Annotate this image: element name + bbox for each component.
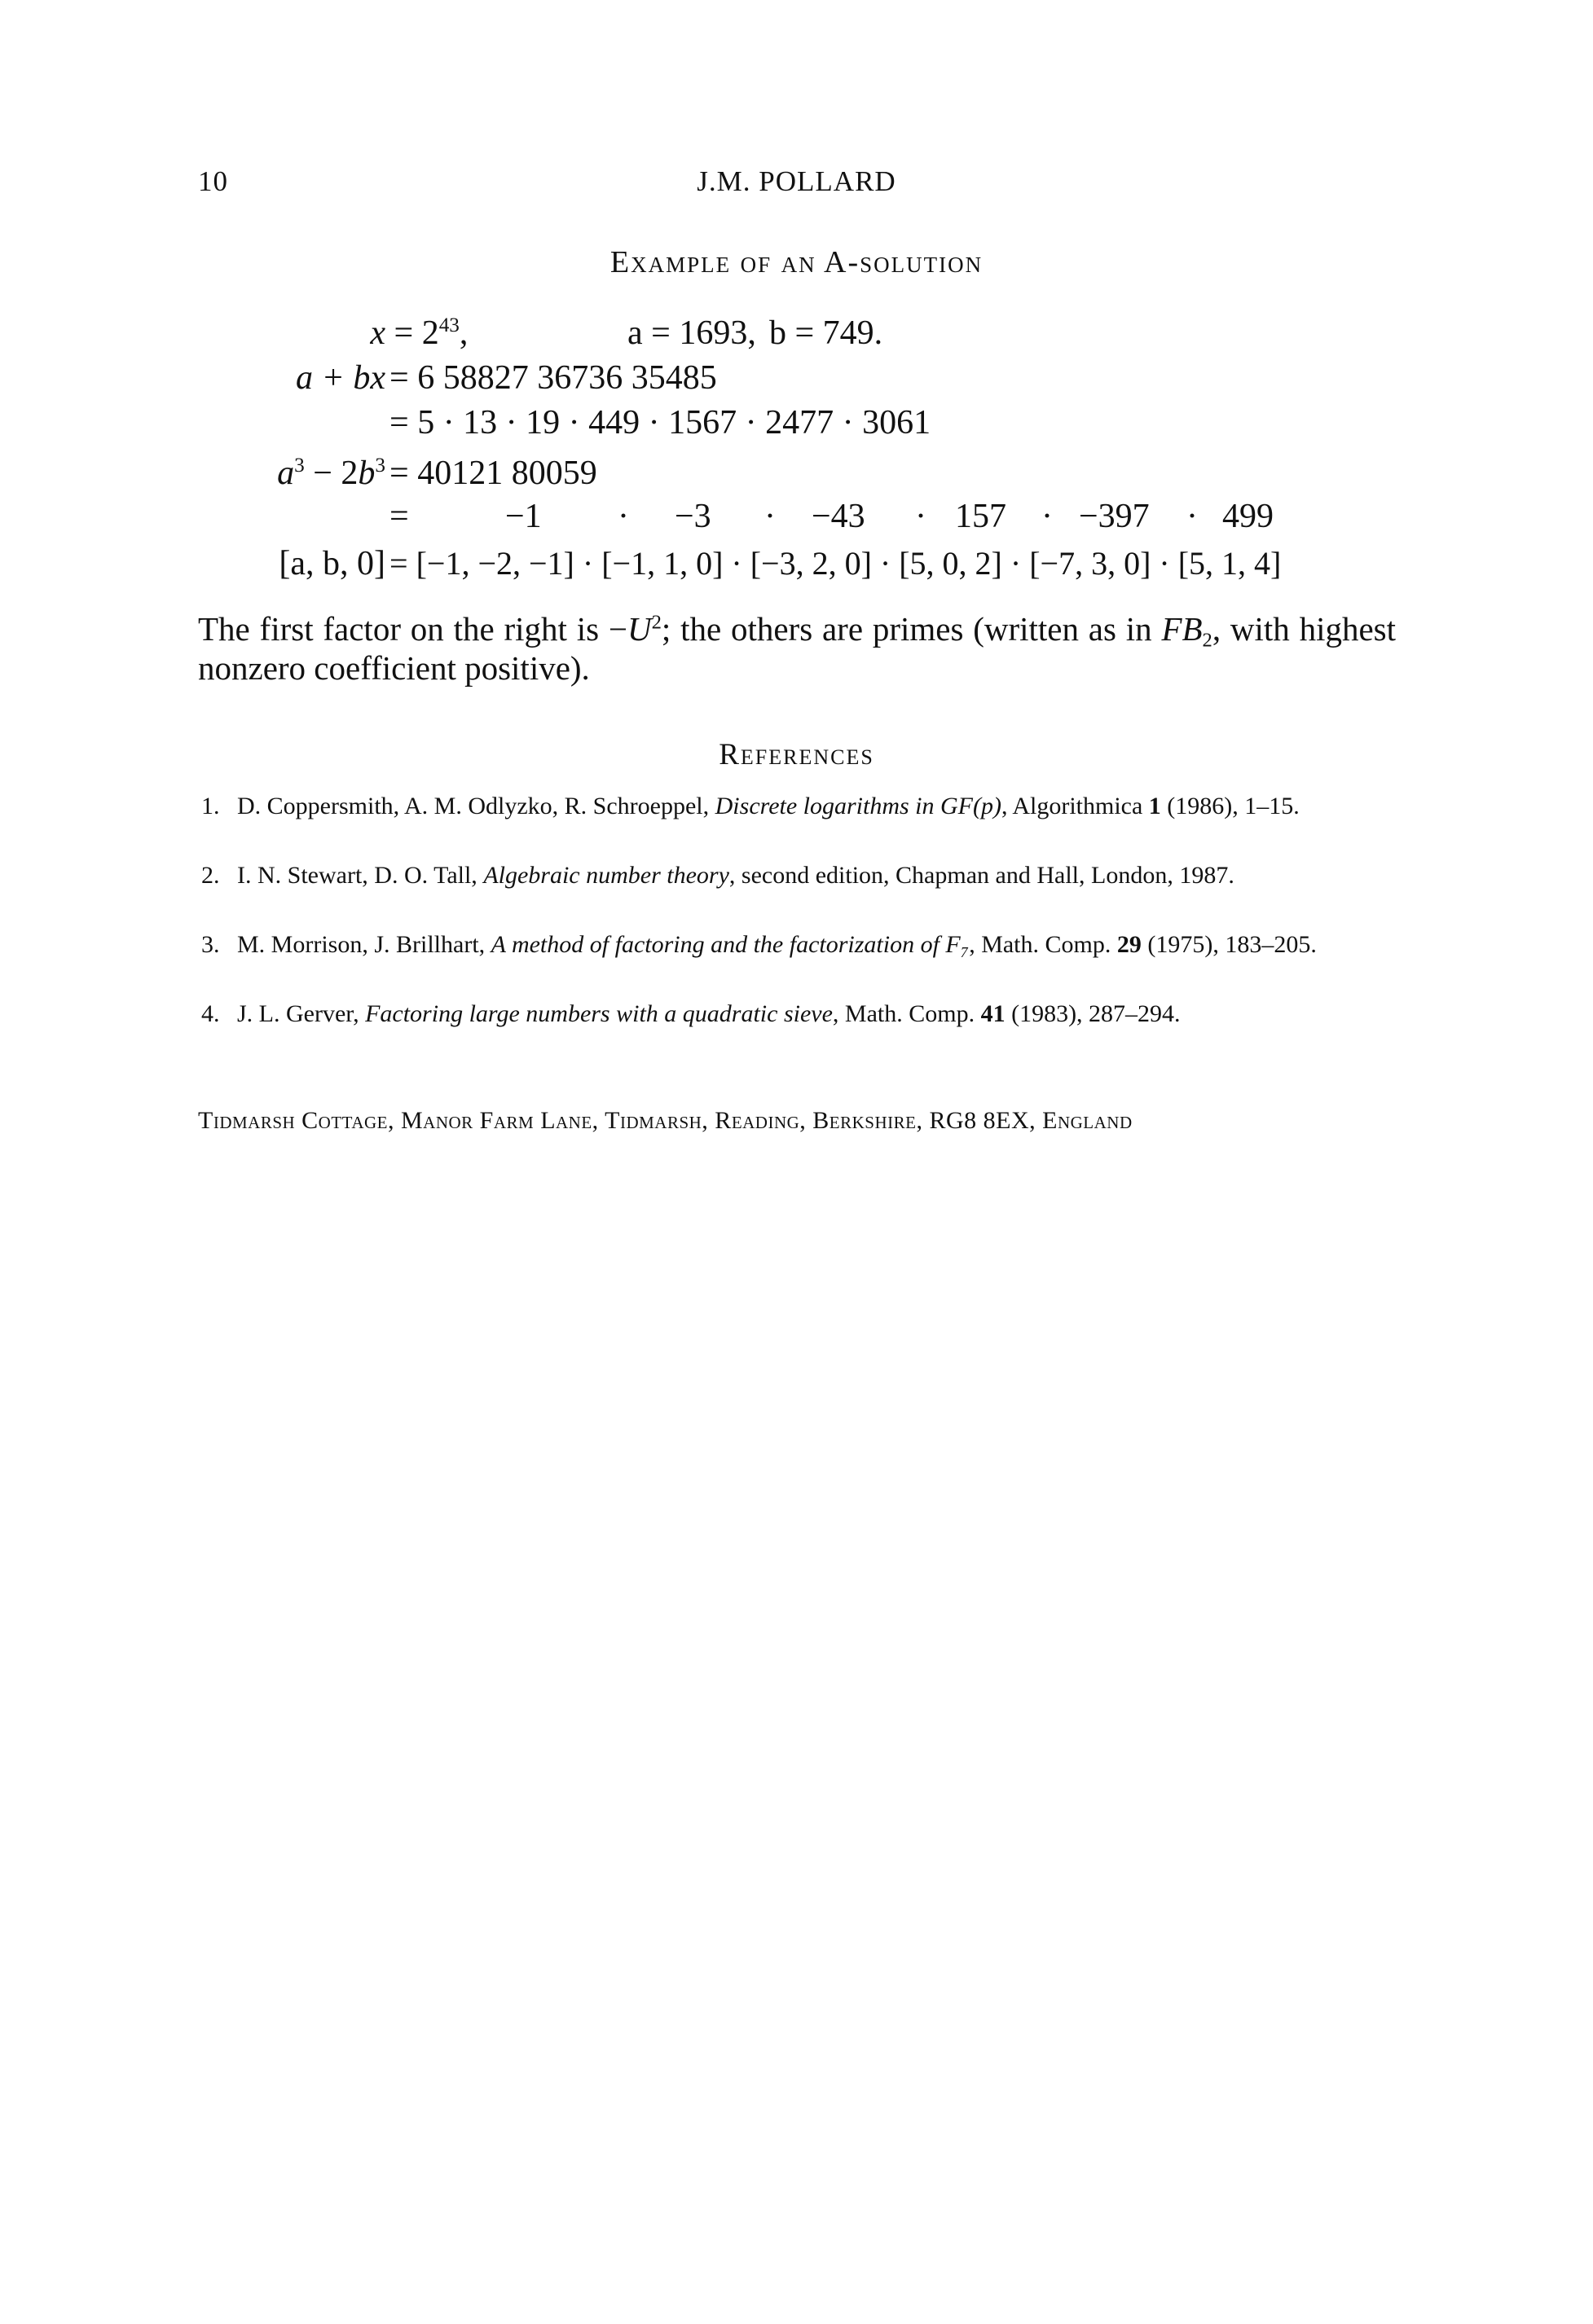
ref-rest: , Math. Comp. [969, 931, 1117, 958]
dot-5: · [1186, 498, 1198, 535]
example-title: Example of an A-solution [609, 245, 984, 279]
eq-line-4-lhs: $a^3 - 2b^3$ [277, 454, 385, 492]
ref-num: 2. [201, 862, 220, 889]
ref-rest: , Algorithmica [1001, 793, 1149, 819]
eq-line-4-rhs: = 40121 80059 [389, 455, 597, 492]
ref-volume: 29 [1116, 931, 1142, 958]
reference-item [201, 790, 1395, 823]
ref-title: Discrete logarithms in GF(p) [715, 793, 1001, 819]
page-number: 10 [198, 165, 228, 197]
eq-line-2-lhs: a + bx [296, 359, 385, 397]
var-u: U [627, 610, 652, 648]
factor-4: 157 [955, 498, 1006, 535]
exp-3a: 3 [294, 454, 305, 477]
ref-authors: J. L. Gerver, [237, 1000, 366, 1027]
b-value: b = 749. [769, 314, 883, 352]
ref-num: 3. [201, 931, 220, 958]
eq-line-5-equals: = [389, 498, 409, 535]
x-base: 2 [421, 314, 439, 352]
ref-rest: , second edition, Chapman and Hall, London, 1987. [728, 862, 1234, 889]
ref-authors: I. N. Stewart, D. O. Tall, [237, 862, 484, 889]
ref-num: 1. [201, 793, 220, 819]
a-value: a = 1693, [627, 314, 756, 352]
dot-2: · [764, 498, 776, 535]
factor-2: −3 [675, 498, 711, 535]
reference-item [201, 859, 1395, 892]
para-text-2: ; the others are primes (written as in [661, 610, 1162, 648]
var-b: b [358, 455, 376, 492]
eq-line-1: $x = 2^{43}$, [370, 314, 469, 352]
x-exponent: 43 [438, 314, 460, 336]
dot-3: · [915, 498, 926, 535]
ref-num: 4. [201, 1000, 220, 1027]
ref-title: Factoring large numbers with a quadratic sieve [365, 1000, 833, 1027]
ref-authors: D. Coppersmith, A. M. Odlyzko, R. Schroeppel, [237, 793, 715, 819]
a-plus-bx-factorization: 5 · 13 · 19 · 449 · 1567 · 2477 · 3061 [417, 404, 931, 442]
ref-volume: 1 [1148, 793, 1161, 819]
eq-line-2-rhs: = 6 58827 36736 35485 [389, 359, 717, 397]
var-fb: FB [1161, 610, 1203, 648]
explanation-paragraph: The first factor on the right is $-U^2$; the others are primes (written as in $FB_2$, with highest nonzero coefficient positive). [198, 610, 1397, 687]
ref-volume: 41 [980, 1000, 1006, 1027]
para-text-1: The first factor on the right is − [198, 610, 627, 648]
eq-line-6-rhs: = [−1, −2, −1] · [−1, 1, 0] · [−3, 2, 0] · [5, 0, 2] · [−7, 3, 0] · [5, 1, 4] [389, 545, 1282, 582]
dot-1: · [618, 498, 629, 535]
ref-tail: (1975), 183–205. [1141, 931, 1317, 958]
factor-3: −43 [812, 498, 865, 535]
norm-value: 40121 80059 [417, 455, 597, 492]
exp-3b: 3 [375, 454, 385, 477]
ideal-factorization: [−1, −2, −1] · [−1, 1, 0] · [−3, 2, 0] · [5, 0, 2] · [−7, 3, 0] · [5, 1, 4] [416, 545, 1282, 582]
factor-5: −397 [1079, 498, 1150, 535]
a-plus-bx-value: 6 58827 36736 35485 [417, 359, 717, 397]
factor-6: 499 [1222, 498, 1274, 535]
factor-1: −1 [505, 498, 542, 535]
eq-line-6-lhs: [a, b, 0] [279, 545, 385, 582]
eq-line-3: = 5 · 13 · 19 · 449 · 1567 · 2477 · 3061 [389, 404, 931, 442]
running-title: J.M. POLLARD [697, 165, 896, 197]
references-heading: References [719, 738, 874, 771]
ref-title: A method of factoring and the factorization of F₇ [491, 931, 970, 958]
fb-subscript: 2 [1202, 629, 1212, 652]
reference-item [201, 998, 1395, 1030]
var-a: a [277, 455, 295, 492]
author-address: Tidmarsh Cottage, Manor Farm Lane, Tidmarsh, Reading, Berkshire, RG8 8EX, England [198, 1107, 1133, 1134]
ref-tail: (1986), 1–15. [1160, 793, 1300, 819]
ref-authors: M. Morrison, J. Brillhart, [237, 931, 491, 958]
x-var: x [370, 314, 385, 352]
ref-tail: (1983), 287–294. [1005, 1000, 1181, 1027]
ref-rest: , Math. Comp. [832, 1000, 981, 1027]
reference-item [201, 929, 1395, 961]
para-text-3: , with highest nonzero coefficient positive). [198, 610, 1397, 687]
ref-title: Algebraic number theory [483, 862, 729, 889]
dot-4: · [1041, 498, 1053, 535]
